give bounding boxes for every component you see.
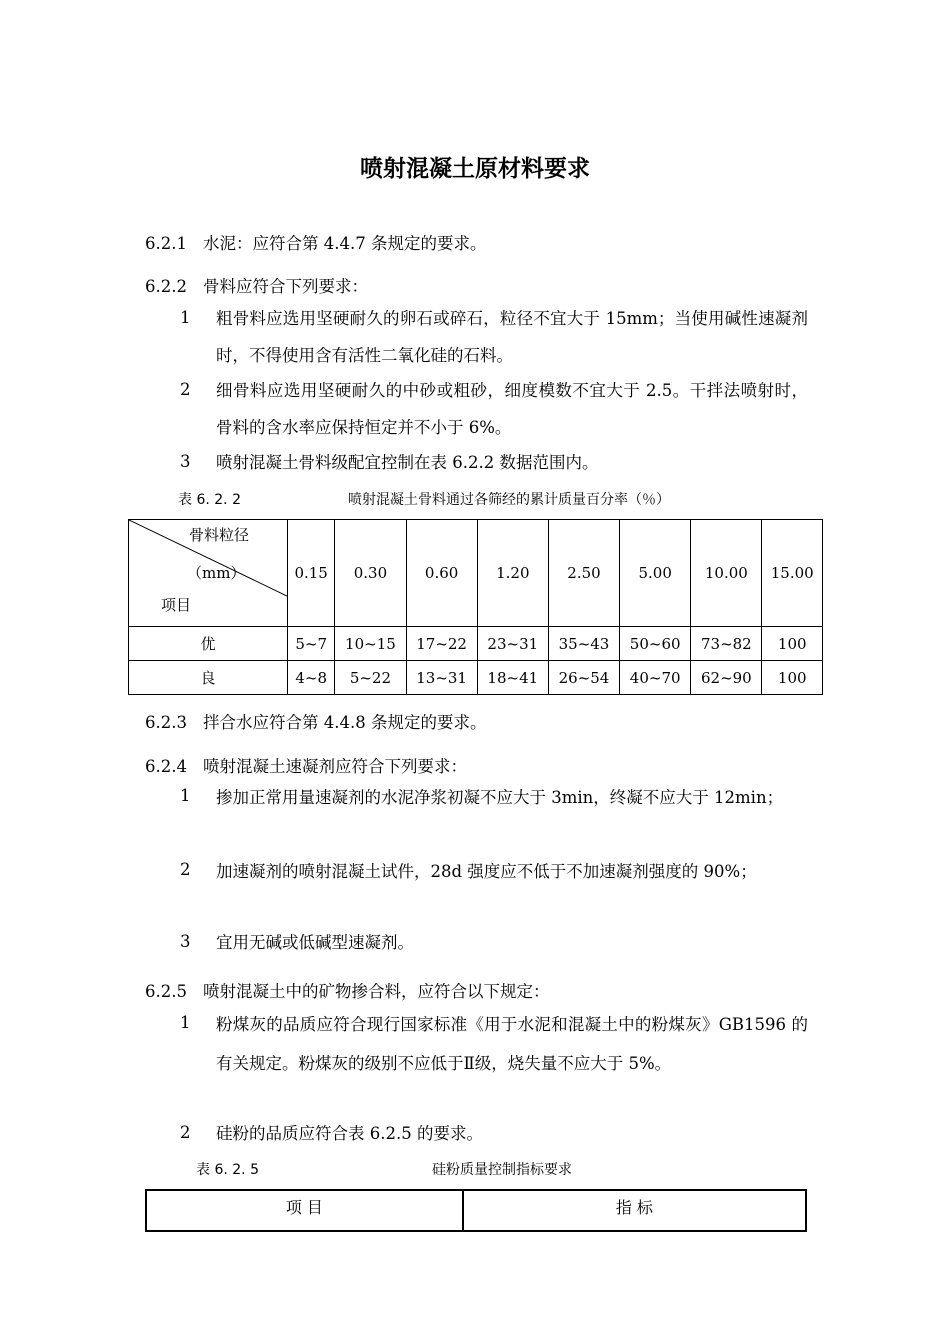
- list-item: [180, 444, 808, 481]
- header-unit-label: （mm）: [187, 564, 246, 582]
- table-cell: 10~15: [335, 627, 406, 661]
- list-item: [180, 372, 808, 446]
- table-caption: 喷射混凝土骨料通过各筛经的累计质量百分率（％）: [348, 492, 670, 508]
- table-cell: 5~22: [335, 661, 406, 695]
- table-row: [129, 627, 823, 661]
- item-number: 2: [180, 1123, 191, 1142]
- section-text: 喷射混凝土速凝剂应符合下列要求：: [203, 757, 467, 776]
- section-text: 拌合水应符合第 4.4.8 条规定的要求。: [203, 713, 487, 732]
- header-item-label: 项目: [161, 596, 192, 614]
- table-row: [129, 661, 823, 695]
- item-number: 1: [180, 786, 191, 805]
- table-cell: 100: [762, 627, 823, 661]
- table-label: 表 6. 2. 5: [196, 1162, 259, 1178]
- section-text: 喷射混凝土中的矿物掺合料，应符合以下规定：: [203, 982, 550, 1001]
- table-cell: 50~60: [620, 627, 691, 661]
- table-cell: 35~43: [548, 627, 619, 661]
- page-title: 喷射混凝土原材料要求: [360, 156, 590, 182]
- list-item: [180, 778, 808, 818]
- table-label: 表 6. 2. 2: [178, 492, 241, 508]
- list-item: [180, 924, 808, 961]
- item-number: 3: [180, 452, 191, 471]
- table-cell: 4~8: [288, 661, 335, 695]
- grading-table: [128, 519, 823, 695]
- section-number: 6.2.4: [145, 757, 187, 776]
- section-number: 6.2.1: [145, 234, 187, 253]
- list-item: [180, 852, 808, 892]
- diagonal-header-cell: [129, 520, 288, 627]
- section-number: 6.2.2: [145, 277, 187, 296]
- table-cell: 73~82: [691, 627, 762, 661]
- list-item: [180, 300, 808, 374]
- table-cell: 17~22: [406, 627, 477, 661]
- item-text: 喷射混凝土骨料级配宜控制在表 6.2.2 数据范围内。: [216, 453, 599, 472]
- table-cell: 5~7: [288, 627, 335, 661]
- header-index: 指 标: [463, 1190, 806, 1231]
- section-6-2-3: [145, 709, 486, 733]
- header-size: 0.30: [335, 520, 406, 627]
- section-number: 6.2.5: [145, 982, 187, 1001]
- table-cell: 26~54: [548, 661, 619, 695]
- item-number: 2: [180, 380, 191, 399]
- table-cell: 40~70: [620, 661, 691, 695]
- list-item: [180, 1115, 808, 1152]
- header-size: 15.00: [762, 520, 823, 627]
- section-6-2-5: [145, 978, 550, 1002]
- item-text: 掺加正常用量速凝剂的水泥净浆初凝不应大于 3min，终凝不应大于 12min；: [216, 788, 784, 807]
- list-item: [180, 1005, 808, 1083]
- table-cell: 100: [762, 661, 823, 695]
- item-text: 粗骨料应选用坚硬耐久的卵石或碎石，粒径不宜大于 15mm；当使用碱性速凝剂时，不得使用含有活性二氧化硅的石料。: [216, 309, 808, 365]
- item-number: 2: [180, 860, 191, 879]
- header-size-label: 骨料粒径: [189, 526, 250, 544]
- item-text: 硅粉的品质应符合表 6.2.5 的要求。: [216, 1124, 483, 1143]
- row-label: 优: [129, 627, 288, 661]
- section-text: 水泥：应符合第 4.4.7 条规定的要求。: [203, 234, 487, 253]
- header-size: 0.15: [288, 520, 335, 627]
- silica-fume-table: [145, 1189, 807, 1232]
- header-size: 1.20: [477, 520, 548, 627]
- table-header-row: [146, 1190, 806, 1231]
- item-number: 3: [180, 932, 191, 951]
- section-text: 骨料应符合下列要求：: [203, 277, 368, 296]
- header-size: 0.60: [406, 520, 477, 627]
- table-cell: 62~90: [691, 661, 762, 695]
- table-cell: 18~41: [477, 661, 548, 695]
- section-number: 6.2.3: [145, 713, 187, 732]
- header-size: 2.50: [548, 520, 619, 627]
- header-item: 项 目: [146, 1190, 463, 1231]
- section-6-2-4: [145, 753, 467, 777]
- section-6-2-2: [145, 273, 368, 297]
- item-number: 1: [180, 308, 191, 327]
- table-cell: 23~31: [477, 627, 548, 661]
- section-6-2-1: [145, 230, 486, 254]
- item-number: 1: [180, 1013, 191, 1032]
- item-text: 细骨料应选用坚硬耐久的中砂或粗砂，细度模数不宜大于 2.5。干拌法喷射时，骨料的含水率应保持恒定并不小于 6%。: [216, 381, 808, 437]
- row-label: 良: [129, 661, 288, 695]
- item-text: 加速凝剂的喷射混凝土试件，28d 强度应不低于不加速凝剂强度的 90%；: [216, 862, 757, 881]
- table-header-row: [129, 520, 823, 627]
- table-caption: 硅粉质量控制指标要求: [432, 1162, 572, 1178]
- item-text: 粉煤灰的品质应符合现行国家标准《用于水泥和混凝土中的粉煤灰》GB1596 的有关规定。粉煤灰的级别不应低于Ⅱ级，烧失量不应大于 5%。: [216, 1015, 808, 1073]
- table-cell: 13~31: [406, 661, 477, 695]
- header-size: 5.00: [620, 520, 691, 627]
- header-size: 10.00: [691, 520, 762, 627]
- item-text: 宜用无碱或低碱型速凝剂。: [216, 933, 414, 952]
